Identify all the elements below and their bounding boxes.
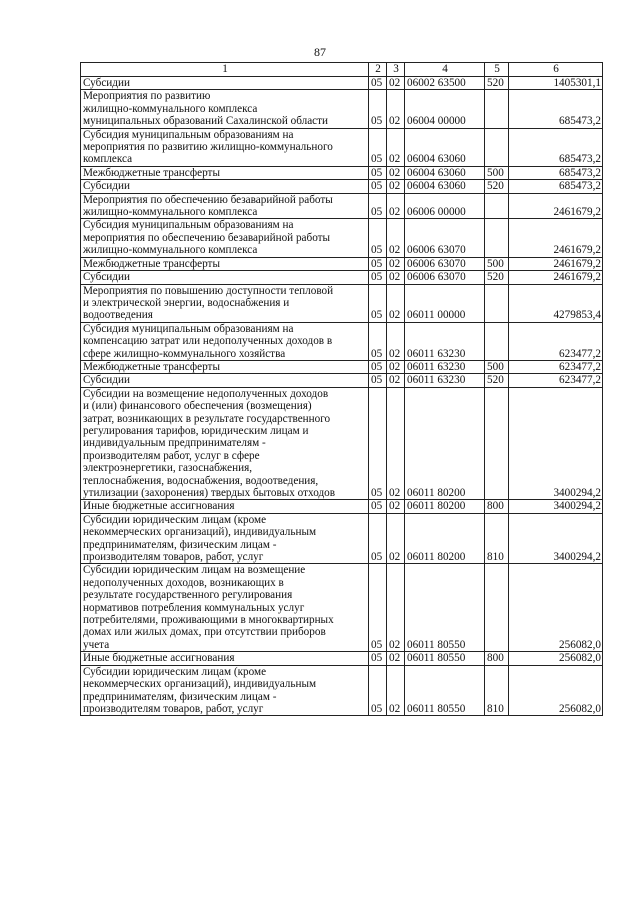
row-name-text: Межбюджетные трансферты [83,166,220,179]
row-name-text: Субсидии юридическим лицам (кроме некоммерческих организаций), индивидуальным предпринимателям, физическим лицам - производителям товаров, работ, услуг [83,513,317,564]
row-name-cell [81,90,369,128]
row-section-cell: 05 [369,77,387,90]
row-name-cell [81,322,369,360]
row-name-cell [81,374,369,387]
row-name-text: Субсидии юридическим лицам на возмещение недополученных доходов, возникающих в результате государственного регулирования нормативов потребления коммунальных услуг потребителями, проживающими в многоквартирных домах или жилых домах, при отсутствии приборов учета [83,564,334,651]
row-target-article-cell: 06011 63230 [405,322,485,360]
row-name-cell [81,271,369,284]
row-amount-cell: 2461679,2 [509,219,603,257]
row-name-cell [81,360,369,373]
table-row [81,257,603,270]
row-name-text: Субсидии юридическим лицам (кроме некоммерческих организаций), индивидуальным предпринимателям, физическим лицам - производителям товаров, работ, услуг [83,665,317,715]
row-subsection-cell: 02 [387,257,405,270]
row-name-text: Субсидии [83,77,130,89]
row-subsection-cell: 02 [387,564,405,652]
row-section-cell: 05 [369,513,387,564]
row-name-text: Мероприятия по повышению доступности тепловой и электрической энергии, водоснабжения и водоотведения [83,284,334,322]
row-subsection-cell: 02 [387,387,405,500]
table-row [81,166,603,179]
row-expense-type-cell: 800 [485,652,509,665]
row-subsection-cell: 02 [387,90,405,128]
row-name-cell [81,513,369,564]
row-name-cell [81,193,369,219]
row-section-cell: 05 [369,284,387,322]
row-subsection-cell: 02 [387,513,405,564]
row-expense-type-cell: 520 [485,180,509,193]
row-name-cell [81,180,369,193]
table-row [81,271,603,284]
row-name-text: Иные бюджетные ассигнования [83,500,235,513]
table-row [81,219,603,257]
row-amount-cell: 685473,2 [509,166,603,179]
row-name-text: Субсидия муниципальным образованиям на мероприятия по развитию жилищно-коммунального комплекса [83,128,333,166]
row-expense-type-cell: 500 [485,360,509,373]
row-target-article-cell: 06004 63060 [405,166,485,179]
row-name-text: Субсидии [83,374,130,387]
header-cell-section: 2 [369,63,387,77]
row-expense-type-cell: 800 [485,500,509,513]
row-name-cell [81,257,369,270]
table-row [81,652,603,665]
row-section-cell: 05 [369,360,387,373]
row-section-cell: 05 [369,166,387,179]
row-subsection-cell: 02 [387,271,405,284]
row-name-cell [81,387,369,500]
row-name-cell [81,500,369,513]
row-amount-cell: 3400294,2 [509,513,603,564]
row-name-text: Субсидии [83,271,130,284]
row-amount-cell: 3400294,2 [509,387,603,500]
row-expense-type-cell: 520 [485,374,509,387]
row-expense-type-cell: 520 [485,271,509,284]
row-amount-cell: 256082,0 [509,564,603,652]
row-target-article-cell: 06006 63070 [405,271,485,284]
row-name-text: Межбюджетные трансферты [83,257,220,270]
row-amount-cell: 623477,2 [509,322,603,360]
row-subsection-cell: 02 [387,128,405,166]
budget-table-body [81,63,603,716]
row-amount-cell: 256082,0 [509,652,603,665]
table-row [81,180,603,193]
row-section-cell: 05 [369,128,387,166]
row-section-cell: 05 [369,665,387,716]
row-section-cell: 05 [369,271,387,284]
row-target-article-cell: 06011 00000 [405,284,485,322]
page-number: 87 [314,45,326,59]
row-target-article-cell: 06011 80550 [405,652,485,665]
row-subsection-cell: 02 [387,284,405,322]
row-name-text: Субсидии [83,180,130,193]
row-section-cell: 05 [369,193,387,219]
row-name-text: Иные бюджетные ассигнования [83,652,235,665]
row-subsection-cell: 02 [387,665,405,716]
row-expense-type-cell [485,219,509,257]
row-name-text: Субсидия муниципальным образованиям на мероприятия по обеспечению безаварийной работы жилищно-коммунального комплекса [83,219,331,257]
row-expense-type-cell [485,564,509,652]
row-expense-type-cell [485,128,509,166]
row-subsection-cell: 02 [387,374,405,387]
row-subsection-cell: 02 [387,652,405,665]
row-expense-type-cell [485,90,509,128]
table-row [81,374,603,387]
table-row [81,284,603,322]
row-amount-cell: 1405301,1 [509,77,603,90]
row-target-article-cell: 06011 63230 [405,360,485,373]
row-amount-cell: 256082,0 [509,665,603,716]
table-row [81,500,603,513]
row-target-article-cell: 06006 63070 [405,257,485,270]
header-cell-target-article: 4 [405,63,485,77]
row-target-article-cell: 06004 63060 [405,128,485,166]
row-section-cell: 05 [369,652,387,665]
table-row [81,322,603,360]
row-name-cell [81,166,369,179]
row-target-article-cell: 06011 80200 [405,387,485,500]
row-amount-cell: 2461679,2 [509,271,603,284]
row-section-cell: 05 [369,374,387,387]
row-subsection-cell: 02 [387,166,405,179]
row-target-article-cell: 06002 63500 [405,77,485,90]
row-name-text: Субсидии на возмещение недополученных доходов и (или) финансового обеспечения (возмещения) затрат, возникающих в результате государственного регулирования тарифов, юридическим лицам и индивидуальным предпринимателям - производителям работ, услуг в сфере электроэнергетики, газоснабжения, теплоснабжения, водоснабжения, водоотведения, утилизации (захоронения) твердых бытовых отходов [83,387,336,499]
row-expense-type-cell: 520 [485,77,509,90]
row-target-article-cell: 06011 80200 [405,500,485,513]
row-section-cell: 05 [369,90,387,128]
row-subsection-cell: 02 [387,360,405,373]
row-amount-cell: 623477,2 [509,374,603,387]
row-target-article-cell: 06011 80550 [405,665,485,716]
row-amount-cell: 623477,2 [509,360,603,373]
row-expense-type-cell [485,284,509,322]
header-cell-amount: 6 [509,63,603,77]
row-target-article-cell: 06004 00000 [405,90,485,128]
row-amount-cell: 685473,2 [509,128,603,166]
row-section-cell: 05 [369,180,387,193]
header-cell-expense-type: 5 [485,63,509,77]
row-section-cell: 05 [369,564,387,652]
row-subsection-cell: 02 [387,193,405,219]
table-header-row [81,63,603,77]
row-target-article-cell: 06011 80550 [405,564,485,652]
row-expense-type-cell [485,387,509,500]
table-row [81,360,603,373]
row-name-text: Межбюджетные трансферты [83,360,220,373]
row-name-cell [81,564,369,652]
table-row [81,193,603,219]
row-amount-cell: 3400294,2 [509,500,603,513]
table-row [81,90,603,128]
row-name-text: Субсидия муниципальным образованиям на компенсацию затрат или недополученных доходов в сфере жилищно-коммунального хозяйства [83,322,333,360]
row-name-cell [81,652,369,665]
row-amount-cell: 4279853,4 [509,284,603,322]
row-section-cell: 05 [369,322,387,360]
row-section-cell: 05 [369,257,387,270]
row-target-article-cell: 06011 63230 [405,374,485,387]
row-name-cell [81,128,369,166]
row-section-cell: 05 [369,387,387,500]
row-target-article-cell: 06006 63070 [405,219,485,257]
table-row [81,513,603,564]
row-expense-type-cell: 500 [485,166,509,179]
table-row [81,665,603,716]
row-expense-type-cell [485,322,509,360]
table-row [81,128,603,166]
row-name-cell [81,284,369,322]
row-subsection-cell: 02 [387,219,405,257]
row-name-cell [81,77,369,90]
row-expense-type-cell: 810 [485,665,509,716]
row-target-article-cell: 06006 00000 [405,193,485,219]
row-amount-cell: 685473,2 [509,180,603,193]
row-amount-cell: 2461679,2 [509,257,603,270]
row-target-article-cell: 06011 80200 [405,513,485,564]
row-amount-cell: 2461679,2 [509,193,603,219]
row-expense-type-cell [485,193,509,219]
row-subsection-cell: 02 [387,77,405,90]
row-amount-cell: 685473,2 [509,90,603,128]
table-row [81,387,603,500]
header-cell-subsection: 3 [387,63,405,77]
row-name-cell [81,219,369,257]
row-section-cell: 05 [369,500,387,513]
header-cell-name: 1 [81,63,369,77]
row-expense-type-cell: 810 [485,513,509,564]
table-row [81,77,603,90]
row-subsection-cell: 02 [387,500,405,513]
row-section-cell: 05 [369,219,387,257]
row-subsection-cell: 02 [387,180,405,193]
row-name-cell [81,665,369,716]
budget-table [80,62,603,716]
row-expense-type-cell: 500 [485,257,509,270]
row-subsection-cell: 02 [387,322,405,360]
table-row [81,564,603,652]
row-name-text: Мероприятия по развитию жилищно-коммунального комплекса муниципальных образований Сахалинской области [83,90,329,128]
row-name-text: Мероприятия по обеспечению безаварийной работы жилищно-коммунального комплекса [83,193,333,219]
row-target-article-cell: 06004 63060 [405,180,485,193]
